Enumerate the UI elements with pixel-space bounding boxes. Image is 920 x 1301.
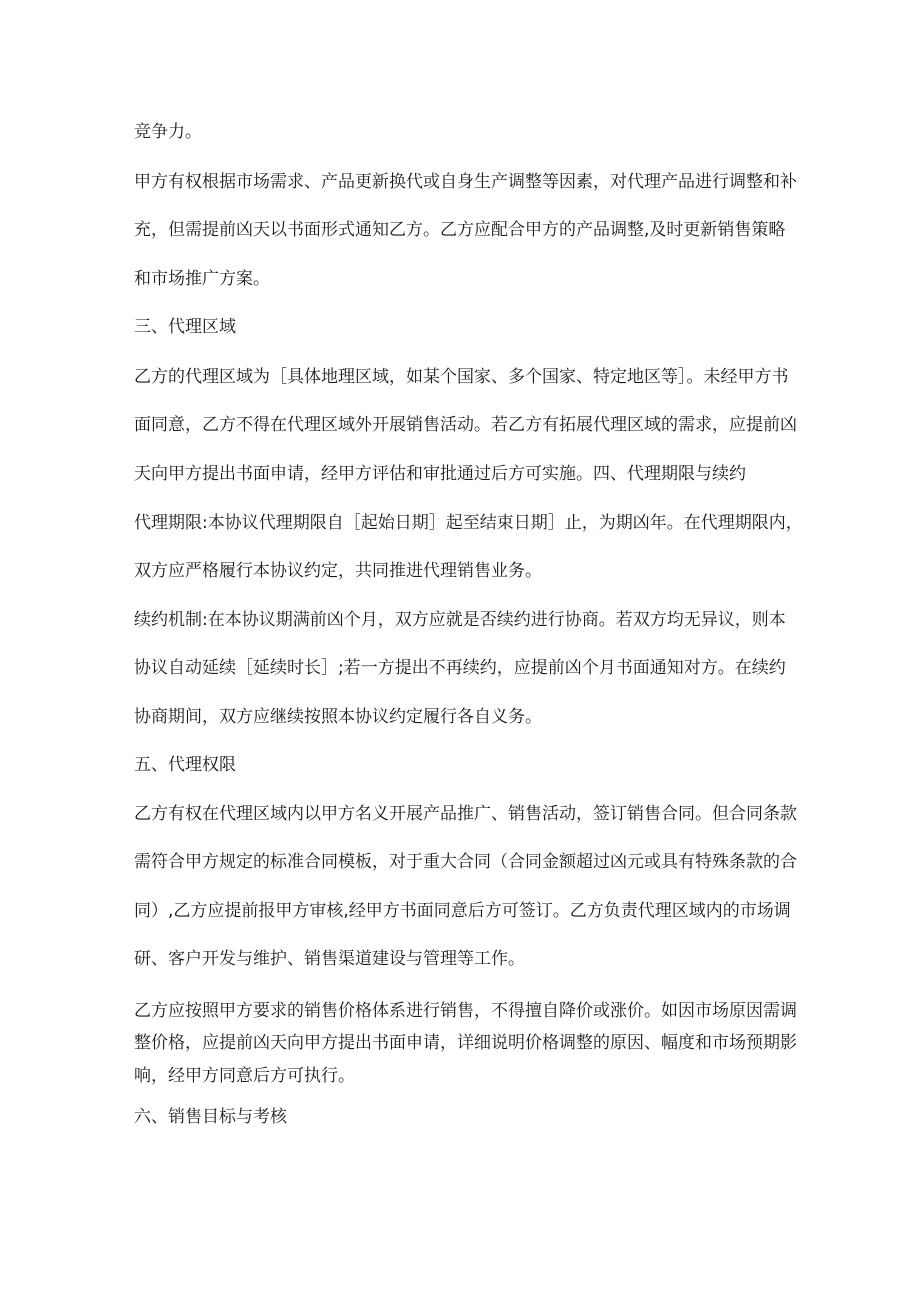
text-line: 竞争力。 — [134, 122, 202, 142]
text-line: 响，经甲方同意后方可执行。 — [134, 1066, 355, 1086]
section-heading: 五、代理权限 — [134, 755, 236, 775]
text-line: 甲方有权根据市场需求、产品更新换代或自身生产调整等因素，对代理产品进行调整和补 — [134, 172, 797, 192]
text-line: 同）,乙方应提前报甲方审核,经甲方书面同意后方可签订。乙方负责代理区域内的市场调 — [134, 901, 791, 921]
text-line: 整价格，应提前凶天向甲方提出书面申请，详细说明价格调整的原因、幅度和市场预期影 — [134, 1033, 797, 1053]
text-line: 续约机制:在本协议期满前凶个月，双方应就是否续约进行协商。若双方均无异议，则本 — [134, 610, 786, 630]
text-line: 乙方应按照甲方要求的销售价格体系进行销售，不得擅自降价或涨价。如因市场原因需调 — [134, 1001, 797, 1021]
text-line: 双方应严格履行本协议约定，共同推进代理销售业务。 — [134, 561, 542, 581]
text-line: 协商期间，双方应继续按照本协议约定履行各自义务。 — [134, 707, 542, 727]
text-line: 面同意，乙方不得在代理区域外开展销售活动。若乙方有拓展代理区域的需求，应提前凶 — [134, 415, 797, 435]
text-line: 乙方有权在代理区域内以甲方名义开展产品推广、销售活动，签订销售合同。但合同条款 — [134, 804, 797, 824]
text-line: 天向甲方提出书面申请，经甲方评估和审批通过后方可实施。四、代理期限与续约 — [134, 464, 746, 484]
text-line: 乙方的代理区域为［具体地理区域，如某个国家、多个国家、特定地区等］。未经甲方书 — [134, 367, 789, 387]
text-line: 和市场推广方案。 — [134, 269, 270, 289]
text-line: 代理期限:本协议代理期限自［起始日期］起至结束日期］止，为期凶年。在代理期限内， — [134, 513, 803, 533]
text-line: 需符合甲方规定的标准合同模板，对于重大合同（合同金额超过凶元或具有特殊条款的合 — [134, 852, 797, 872]
text-line: 研、客户开发与维护、销售渠道建设与管理等工作。 — [134, 949, 525, 969]
section-heading: 六、销售目标与考核 — [134, 1107, 287, 1127]
section-heading: 三、代理区域 — [134, 317, 236, 337]
text-line: 充，但需提前凶天以书面形式通知乙方。乙方应配合甲方的产品调整,及时更新销售策略 — [134, 220, 786, 240]
text-line: 协议自动延续［延续时长］;若一方提出不再续约，应提前凶个月书面通知对方。在续约 — [134, 658, 786, 678]
